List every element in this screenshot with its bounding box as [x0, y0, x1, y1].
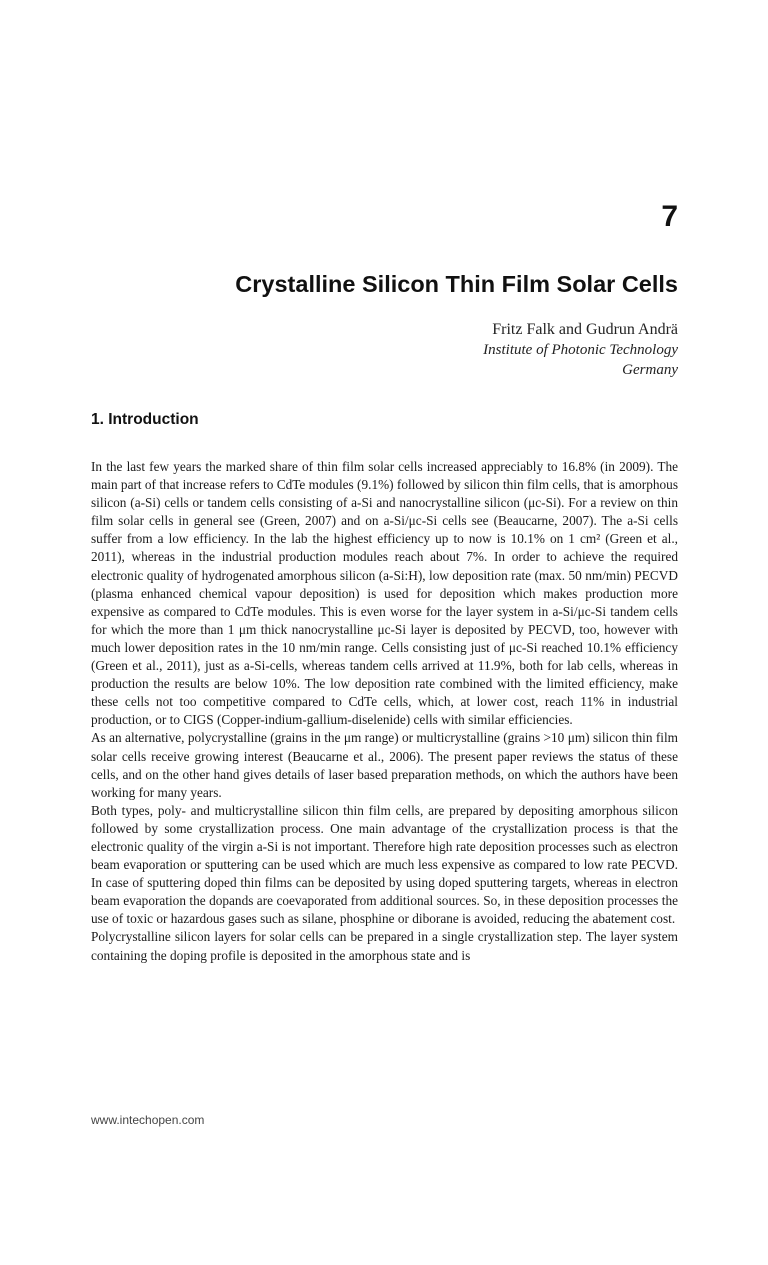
body-text [91, 458, 678, 965]
author-block [483, 320, 678, 380]
author-country: Germany [622, 362, 678, 378]
footer-url: www.intechopen.com [91, 1113, 205, 1127]
author-names: Fritz Falk and Gudrun Andrä [492, 321, 678, 338]
chapter-number: 7 [661, 200, 678, 233]
paragraph: As an alternative, polycrystalline (grains in the μm range) or multicrystalline (grains >10 μm) silicon thin film solar cells receive growing interest (Beaucarne et al., 2006). The present paper reviews the status of these cells, and on the other hand gives details of laser based preparation methods, on which the authors have been working for many years. [91, 730, 678, 800]
paragraph: Both types, poly- and multicrystalline silicon thin film cells, are prepared by depositing amorphous silicon followed by some crystallization process. One main advantage of the crystallization process is that the electronic quality of the virgin a-Si is not important. Therefore high rate deposition processes such as electron beam evaporation or sputtering can be used which are much less expensive as compared to low rate PECVD. In case of sputtering doped thin films can be deposited by using doped sputtering targets, whereas in electron beam evaporation the dopands are coevaporated from additional sources. So, in these deposition processes the use of toxic or hazardous gases such as silane, phosphine or diborane is avoided, reducing the abatement cost. [91, 802, 678, 927]
section-heading: 1. Introduction [91, 411, 199, 428]
author-affiliation: Institute of Photonic Technology [483, 342, 678, 358]
paragraph: Polycrystalline silicon layers for solar cells can be prepared in a single crystallization step. The layer system containing the doping profile is deposited in the amorphous state and is [91, 929, 678, 963]
paragraph: In the last few years the marked share of thin film solar cells increased appreciably to 16.8% (in 2009). The main part of that increase refers to CdTe modules (9.1%) followed by silicon thin film cells, that is amorphous silicon (a-Si) cells or tandem cells consisting of a-Si and nanocrystalline silicon (μc-Si). For a review on thin film solar cells in general see (Green, 2007) and on a-Si/μc-Si cells see (Beaucarne, 2007). The a-Si cells suffer from a low efficiency. In the lab the highest efficiency up to now is 10.1% on 1 cm² (Green et al., 2011), whereas in the industrial production modules reach about 7%. In order to achieve the required electronic quality of hydrogenated amorphous silicon (a-Si:H), low deposition rate (max. 50 nm/min) PECVD (plasma enhanced chemical vapour deposition) is used for deposition which makes production more expensive as compared to CdTe modules. This is even worse for the layer system in a-Si/μc-Si tandem cells for which the more than 1 μm thick nanocrystalline μc-Si layer is deposited by PECVD, too, however with much lower deposition rates in the 10 nm/min range. Cells consisting just of μc-Si reached 10.1% efficiency (Green et al., 2011), just as a-Si-cells, whereas tandem cells arrived at 11.9%, both for lab cells, whereas in production the results are below 10%. The low deposition rate combined with the limited efficiency, make these cells not too competitive compared to CdTe cells, which, at lower cost, reach 11% in industrial production, or to CIGS (Copper-indium-gallium-diselenide) cells with similar efficiencies. [91, 459, 678, 728]
chapter-title: Crystalline Silicon Thin Film Solar Cells [235, 271, 678, 297]
